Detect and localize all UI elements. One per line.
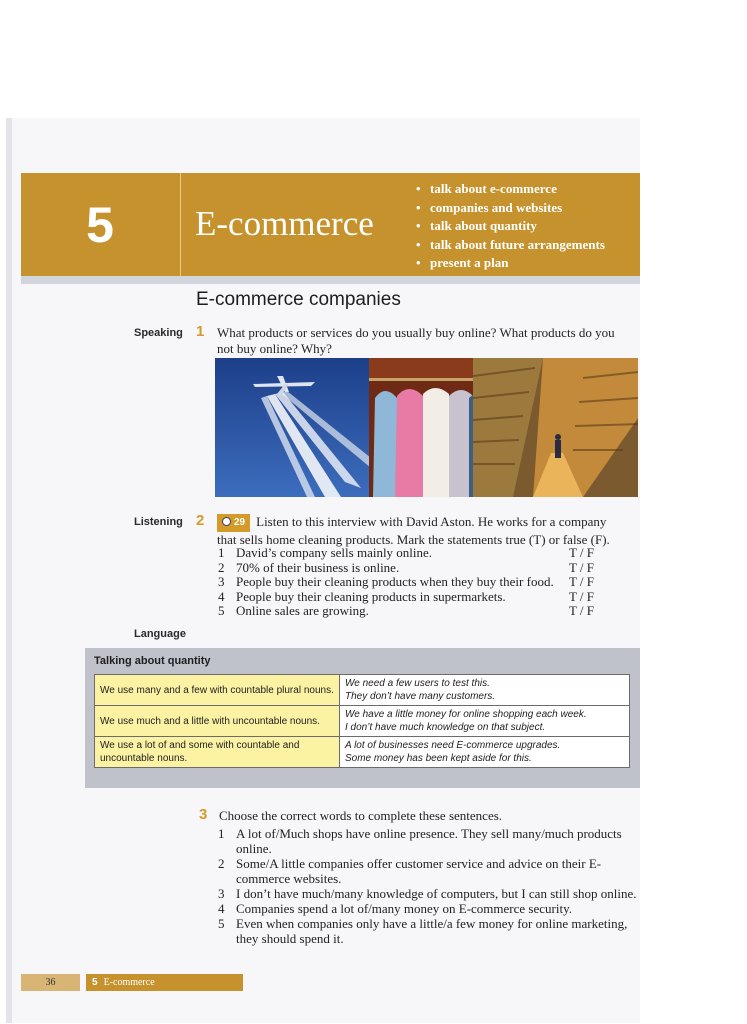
airplane-contrails-photo: [215, 358, 371, 497]
table-row: [95, 706, 630, 737]
banner-shadow: [21, 276, 640, 284]
footer-unit-tab: [86, 974, 243, 991]
airplane-photo-graphic: [215, 358, 371, 497]
list-item: [218, 886, 648, 901]
statement-text: People buy their cleaning products in supermarkets.: [236, 588, 506, 604]
item-number: 1: [218, 826, 225, 841]
listening-label: Listening: [134, 516, 183, 528]
language-label: Language: [134, 628, 186, 640]
true-false-choice[interactable]: T / F: [568, 574, 594, 589]
example-cell: [340, 675, 630, 706]
item-number: 5: [218, 603, 225, 618]
example-text: I don’t have much knowledge on that subject.: [345, 722, 546, 733]
rule-cell: [95, 675, 340, 706]
listening-text: Listen to this interview with David Aston. He works for a company that sells home cleaning products. Mark the statements true (T) or false (F).: [217, 514, 610, 547]
section-title: E-commerce companies: [196, 289, 401, 310]
banner-divider: [180, 173, 181, 276]
table-row: [95, 675, 630, 706]
objective-item: • talk about e-commerce: [414, 180, 605, 199]
sentence-text: A lot of/Much shops have online presence. They sell many/much products online.: [236, 826, 622, 856]
speaking-label: Speaking: [134, 327, 183, 339]
supermarket-photo-graphic: [473, 358, 638, 497]
statement-text: 70% of their business is online.: [236, 559, 400, 575]
exercise3-instruction: Choose the correct words to complete these sentences.: [219, 808, 503, 823]
sentence-text: Some/A little companies offer customer service and advice on their E-commerce websites.: [236, 856, 602, 886]
speaking-question: What products or services do you usually buy online? What products do you not buy online? Why?: [217, 325, 615, 356]
true-false-choice[interactable]: T / F: [568, 545, 594, 560]
true-false-choice[interactable]: T / F: [568, 603, 594, 618]
table-row: [95, 737, 630, 768]
unit-title: E-commerce: [195, 204, 374, 243]
sentence-text: I don’t have much/many knowledge of computers, but I can still shop online.: [236, 886, 637, 901]
example-cell: [340, 706, 630, 737]
item-number: 4: [218, 588, 225, 604]
statement-list: [218, 546, 594, 619]
example-cell: [340, 737, 630, 768]
true-false-choice[interactable]: T / F: [568, 559, 594, 575]
item-number: 2: [218, 856, 225, 871]
list-item: [218, 916, 648, 946]
rule-text: We use a lot of and some with countable and uncountable nouns.: [100, 740, 300, 764]
rule-text: We use many and a few with countable plural nouns.: [100, 684, 334, 696]
example-text: We have a little money for online shopping each week.: [345, 709, 587, 720]
item-number: 3: [218, 574, 225, 589]
list-item: [218, 856, 648, 886]
audio-track-badge[interactable]: [217, 514, 250, 532]
true-false-choice[interactable]: T / F: [568, 588, 594, 604]
clothing-rack-photo: [369, 358, 484, 497]
list-item: [218, 590, 594, 605]
list-item: [218, 546, 594, 561]
example-text: They don’t have many customers.: [345, 691, 496, 702]
rule-text: We use much and a little with uncountable nouns.: [100, 715, 320, 727]
listening-instruction: [217, 514, 627, 548]
example-text: A lot of businesses need E-commerce upgrades.: [345, 740, 561, 751]
example-text: Some money has been kept aside for this.: [345, 753, 532, 764]
item-number: 2: [218, 559, 225, 575]
exercise3-list: [218, 826, 648, 946]
item-number: 4: [218, 901, 225, 916]
page-number: 36: [21, 974, 80, 991]
rule-cell: [95, 706, 340, 737]
quantity-table: [94, 674, 630, 768]
objective-item: • talk about quantity: [414, 217, 605, 236]
exercise-number: 3: [199, 806, 208, 823]
clothing-photo-graphic: [369, 358, 484, 497]
language-box-title: Talking about quantity: [94, 655, 211, 667]
objective-item: • companies and websites: [414, 199, 605, 218]
item-number: 3: [218, 886, 225, 901]
track-number: 29: [234, 517, 246, 528]
example-text: We need a few users to test this.: [345, 678, 490, 689]
unit-objectives: [414, 180, 605, 273]
list-item: [218, 901, 648, 916]
exercise-number: 1: [196, 323, 205, 340]
objective-item: • present a plan: [414, 254, 605, 273]
list-item: [218, 604, 594, 619]
statement-text: Online sales are growing.: [236, 603, 369, 618]
supermarket-aisle-photo: [473, 358, 638, 497]
footer-unit-number: 5: [92, 977, 98, 988]
sentence-text: Even when companies only have a little/a few money for online marketing, they should spend it.: [236, 916, 628, 946]
exercise-number: 2: [196, 512, 205, 529]
rule-cell: [95, 737, 340, 768]
statement-text: People buy their cleaning products when they buy their food.: [236, 574, 554, 589]
list-item: [218, 561, 594, 576]
unit-number: 5: [86, 197, 114, 253]
footer-unit-name: E-commerce: [103, 977, 155, 988]
item-number: 1: [218, 545, 225, 560]
list-item: [218, 575, 594, 590]
item-number: 5: [218, 916, 225, 931]
statement-text: David’s company sells mainly online.: [236, 545, 433, 560]
sentence-text: Companies spend a lot of/many money on E-commerce security.: [236, 901, 572, 916]
cd-icon: [222, 517, 231, 526]
list-item: [218, 826, 648, 856]
objective-item: • talk about future arrangements: [414, 236, 605, 255]
